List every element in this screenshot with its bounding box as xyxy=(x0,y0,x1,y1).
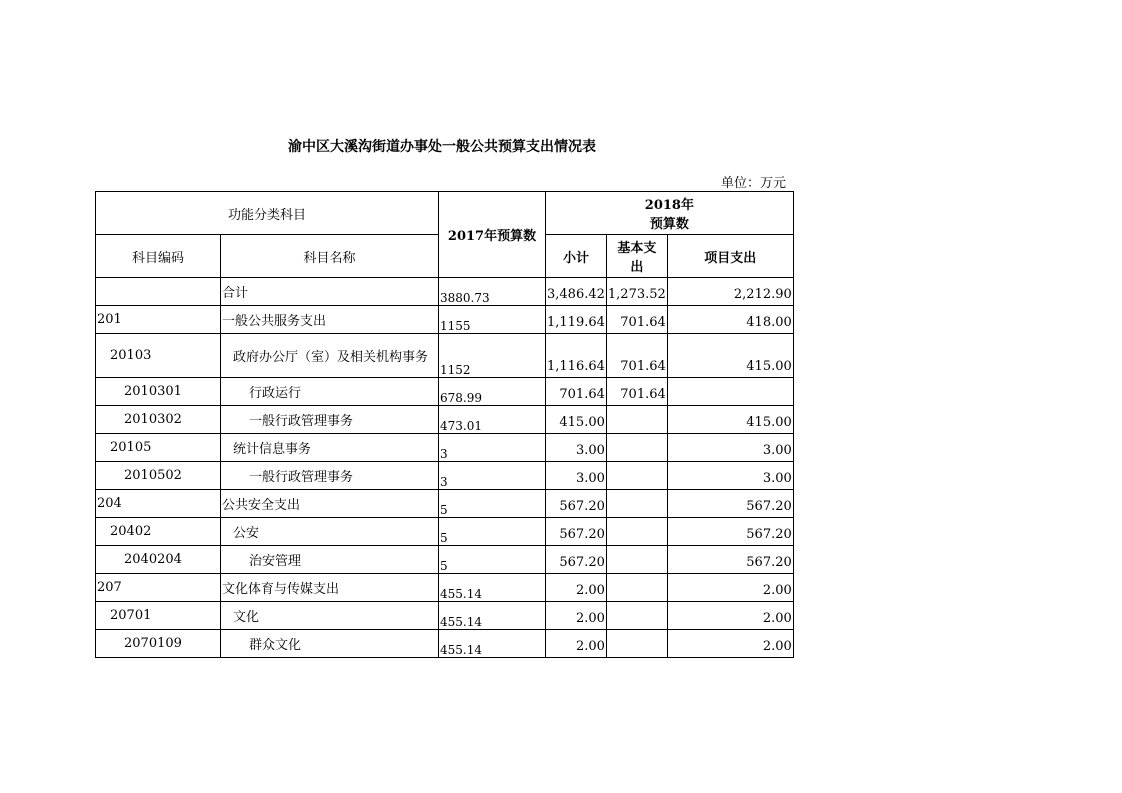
table-row xyxy=(96,602,794,630)
cell-code: 201 xyxy=(96,306,221,334)
cell-basic: 701.64 xyxy=(606,378,667,406)
cell-prev-year: 678.99 xyxy=(439,378,546,406)
table-row xyxy=(96,334,794,378)
table-row xyxy=(96,306,794,334)
table-row xyxy=(96,462,794,490)
document-title: 渝中区大溪沟街道办事处一般公共预算支出情况表 xyxy=(288,139,596,155)
header-row-1 xyxy=(96,192,794,235)
cell-basic xyxy=(606,574,667,602)
cell-subtotal: 3.00 xyxy=(546,462,607,490)
table-row xyxy=(96,630,794,658)
cell-basic: 1,273.52 xyxy=(606,278,667,306)
cell-name: 文化 xyxy=(221,602,439,630)
cell-project: 567.20 xyxy=(667,490,793,518)
cell-name: 文化体育与传媒支出 xyxy=(221,574,439,602)
header-code: 科目编码 xyxy=(96,235,221,278)
cell-name: 合计 xyxy=(221,278,439,306)
cell-basic xyxy=(606,462,667,490)
header-prev-year: 2017年预算数 xyxy=(439,192,546,278)
cell-project: 2.00 xyxy=(667,574,793,602)
cell-code: 2070109 xyxy=(96,630,221,658)
cell-name: 治安管理 xyxy=(221,546,439,574)
cell-subtotal: 567.20 xyxy=(546,490,607,518)
cell-prev-year: 1152 xyxy=(439,334,546,378)
header-project: 项目支出 xyxy=(667,235,793,278)
cell-project: 3.00 xyxy=(667,434,793,462)
header-subtotal: 小计 xyxy=(546,235,607,278)
cell-subtotal: 567.20 xyxy=(546,546,607,574)
cell-basic xyxy=(606,546,667,574)
cell-basic xyxy=(606,630,667,658)
cell-prev-year: 3 xyxy=(439,434,546,462)
cell-prev-year: 1155 xyxy=(439,306,546,334)
cell-prev-year: 455.14 xyxy=(439,630,546,658)
cell-project xyxy=(667,378,793,406)
cell-prev-year: 5 xyxy=(439,490,546,518)
cell-project: 567.20 xyxy=(667,546,793,574)
cell-code: 20103 xyxy=(96,334,221,378)
cell-project: 415.00 xyxy=(667,406,793,434)
table-row xyxy=(96,574,794,602)
cell-subtotal: 701.64 xyxy=(546,378,607,406)
cell-subtotal: 3.00 xyxy=(546,434,607,462)
table-row xyxy=(96,278,794,306)
cell-name: 行政运行 xyxy=(221,378,439,406)
cell-subtotal: 2.00 xyxy=(546,574,607,602)
cell-subtotal: 567.20 xyxy=(546,518,607,546)
header-name: 科目名称 xyxy=(221,235,439,278)
cell-prev-year: 455.14 xyxy=(439,602,546,630)
cell-subtotal: 2.00 xyxy=(546,602,607,630)
cell-basic xyxy=(606,434,667,462)
cell-prev-year: 3880.73 xyxy=(439,278,546,306)
cell-basic xyxy=(606,518,667,546)
cell-basic: 701.64 xyxy=(606,306,667,334)
cell-name: 统计信息事务 xyxy=(221,434,439,462)
cell-code xyxy=(96,278,221,306)
cell-basic: 701.64 xyxy=(606,334,667,378)
cell-code: 20105 xyxy=(96,434,221,462)
cell-code: 2040204 xyxy=(96,546,221,574)
table-row xyxy=(96,434,794,462)
cell-prev-year: 5 xyxy=(439,546,546,574)
header-category: 功能分类科目 xyxy=(96,192,439,235)
unit-label: 单位：万元 xyxy=(720,176,786,191)
header-basic: 基本支 出 xyxy=(606,235,667,278)
cell-project: 2.00 xyxy=(667,602,793,630)
cell-name: 公共安全支出 xyxy=(221,490,439,518)
cell-name: 一般行政管理事务 xyxy=(221,406,439,434)
table-row xyxy=(96,406,794,434)
cell-name: 一般公共服务支出 xyxy=(221,306,439,334)
cell-name: 公安 xyxy=(221,518,439,546)
cell-name: 群众文化 xyxy=(221,630,439,658)
cell-project: 3.00 xyxy=(667,462,793,490)
cell-name: 一般行政管理事务 xyxy=(221,462,439,490)
cell-subtotal: 3,486.42 xyxy=(546,278,607,306)
cell-project: 418.00 xyxy=(667,306,793,334)
cell-subtotal: 1,116.64 xyxy=(546,334,607,378)
cell-project: 567.20 xyxy=(667,518,793,546)
cell-code: 2010302 xyxy=(96,406,221,434)
budget-table xyxy=(95,191,794,658)
cell-subtotal: 1,119.64 xyxy=(546,306,607,334)
table-row xyxy=(96,490,794,518)
table-row xyxy=(96,518,794,546)
cell-name: 政府办公厅（室）及相关机构事务 xyxy=(221,334,439,378)
cell-prev-year: 5 xyxy=(439,518,546,546)
table-row xyxy=(96,378,794,406)
cell-project: 2,212.90 xyxy=(667,278,793,306)
cell-basic xyxy=(606,602,667,630)
cell-code: 207 xyxy=(96,574,221,602)
cell-code: 20701 xyxy=(96,602,221,630)
cell-code: 2010502 xyxy=(96,462,221,490)
header-cur-year: 2018年 预算数 xyxy=(546,192,794,235)
cell-project: 415.00 xyxy=(667,334,793,378)
table-row xyxy=(96,546,794,574)
cell-prev-year: 455.14 xyxy=(439,574,546,602)
cell-code: 204 xyxy=(96,490,221,518)
cell-basic xyxy=(606,406,667,434)
cell-prev-year: 473.01 xyxy=(439,406,546,434)
cell-code: 2010301 xyxy=(96,378,221,406)
table-body xyxy=(96,278,794,658)
cell-project: 2.00 xyxy=(667,630,793,658)
cell-code: 20402 xyxy=(96,518,221,546)
cell-subtotal: 2.00 xyxy=(546,630,607,658)
cell-prev-year: 3 xyxy=(439,462,546,490)
cell-basic xyxy=(606,490,667,518)
cell-subtotal: 415.00 xyxy=(546,406,607,434)
